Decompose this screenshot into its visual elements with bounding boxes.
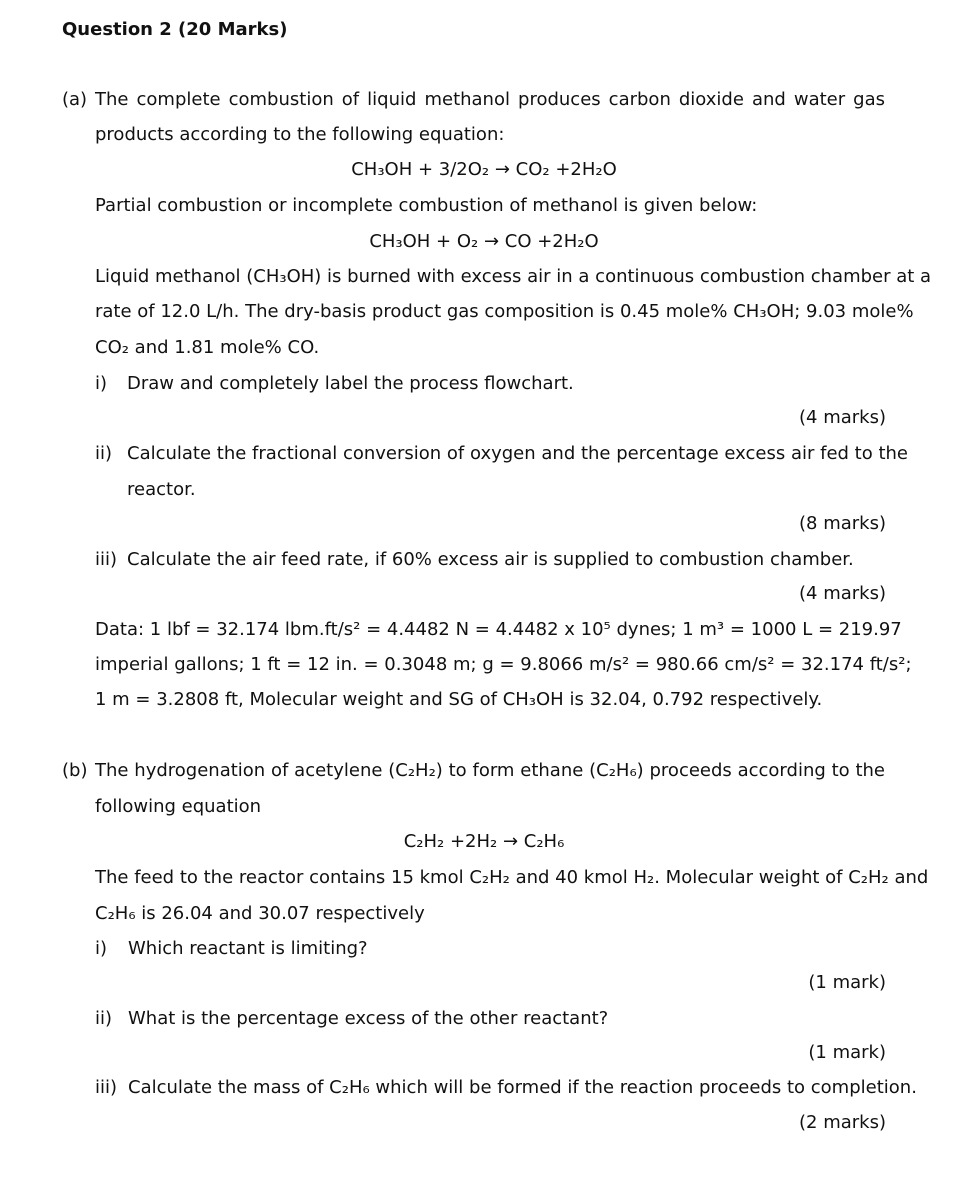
part-a-q2-text-line1: Calculate the fractional conversion of oxygen and the percentage excess air fed to the — [127, 443, 909, 464]
part-a-partial-text: Partial combustion or incomplete combustion of methanol is given below: — [95, 195, 758, 216]
part-a-intro-line2: products according to the following equation: — [95, 124, 505, 145]
data-line2: imperial gallons; 1 ft = 12 in. = 0.3048 m; g = 9.8066 m/s² = 980.66 cm/s² = 32.174 ft/s²; — [95, 654, 912, 675]
part-a-q2-marks: (8 marks) — [799, 513, 886, 534]
part-a-q1-label: i) — [95, 373, 108, 394]
equation-complete-combustion: CH₃OH + 3/2O₂ → CO₂ +2H₂O — [351, 159, 617, 180]
part-a-q2-text-line2: reactor. — [127, 479, 196, 500]
part-b-feed-line1: The feed to the reactor contains 15 kmol C₂H₂ and 40 kmol H₂. Molecular weight of C₂H₂ and — [95, 867, 929, 888]
part-a-q3-label: iii) — [95, 549, 118, 570]
part-b-q2-label: ii) — [95, 1008, 113, 1029]
data-line1: Data: 1 lbf = 32.174 lbm.ft/s² = 4.4482 N = 4.4482 x 10⁵ dynes; 1 m³ = 1000 L = 219.97 — [95, 619, 902, 640]
part-b-feed-line2: C₂H₆ is 26.04 and 30.07 respectively — [95, 903, 425, 924]
part-a-q1-text: Draw and completely label the process flowchart. — [127, 373, 574, 394]
part-b-q1-marks: (1 mark) — [808, 972, 886, 993]
part-a-q2-label: ii) — [95, 443, 113, 464]
part-a-q1-marks: (4 marks) — [799, 407, 886, 428]
part-a-q3-text: Calculate the air feed rate, if 60% excess air is supplied to combustion chamber. — [127, 549, 854, 570]
equation-partial-combustion: CH₃OH + O₂ → CO +2H₂O — [369, 231, 599, 252]
part-b-q2-text: What is the percentage excess of the other reactant? — [128, 1008, 609, 1029]
part-a-intro-line1: The complete combustion of liquid methanol produces carbon dioxide and water gas — [95, 89, 885, 110]
part-b-q2-marks: (1 mark) — [808, 1042, 886, 1063]
part-a-q3-marks: (4 marks) — [799, 583, 886, 604]
data-line3: 1 m = 3.2808 ft, Molecular weight and SG of CH₃OH is 32.04, 0.792 respectively. — [95, 689, 823, 710]
equation-hydrogenation: C₂H₂ +2H₂ → C₂H₆ — [403, 831, 565, 852]
part-b-q3-label: iii) — [95, 1077, 118, 1098]
part-b-q1-label: i) — [95, 938, 108, 959]
part-b-intro-line2: following equation — [95, 796, 262, 817]
part-a-description-line3: CO₂ and 1.81 mole% CO. — [95, 337, 320, 358]
part-b-q1-text: Which reactant is limiting? — [128, 938, 368, 959]
part-a-label: (a) — [62, 89, 88, 110]
part-b-q3-text: Calculate the mass of C₂H₆ which will be formed if the reaction proceeds to completion. — [128, 1077, 917, 1098]
part-a-description-line1: Liquid methanol (CH₃OH) is burned with excess air in a continuous combustion chamber at a — [95, 266, 932, 287]
part-b-q3-marks: (2 marks) — [799, 1112, 886, 1133]
part-b-intro-line1: The hydrogenation of acetylene (C₂H₂) to form ethane (C₂H₆) proceeds according to the — [95, 760, 885, 781]
part-b-label: (b) — [62, 760, 88, 781]
part-a-description-line2: rate of 12.0 L/h. The dry-basis product gas composition is 0.45 mole% CH₃OH; 9.03 mole% — [95, 301, 914, 322]
question-title: Question 2 (20 Marks) — [62, 19, 288, 40]
